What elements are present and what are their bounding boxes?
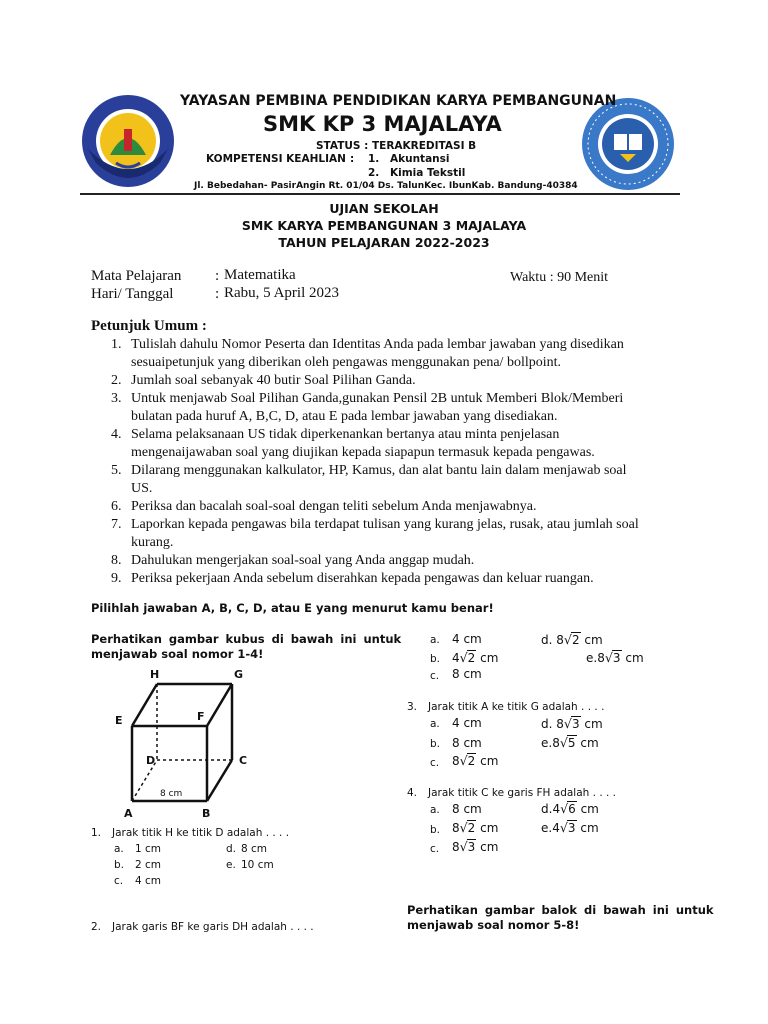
subject-value: Matematika (224, 267, 296, 283)
q2-text: Jarak garis BF ke garis DH adalah . . . . (112, 921, 314, 933)
q3-option-e[interactable]: e.8√5 cm (541, 735, 599, 750)
competence-2-no: 2. (368, 167, 380, 179)
q3-number: 3. (407, 701, 418, 713)
q3-option-c-letter: c. (430, 757, 440, 769)
q4-option-c-letter: c. (430, 843, 440, 855)
q1-option-b[interactable]: 2 cm (135, 859, 162, 871)
q2-option-c[interactable]: 8 cm (452, 667, 482, 681)
q2-option-a[interactable]: 4 cm (452, 632, 482, 646)
q4-option-b-letter: b. (430, 824, 441, 836)
q1-option-d[interactable]: 8 cm (241, 843, 268, 855)
instruction-item: 8. Dahulukan mengerjakan soal-soal yang Anda anggap mudah. (111, 553, 475, 568)
foundation-name: YAYASAN PEMBINA PENDIDIKAN KARYA PEMBANGUNAN (180, 93, 617, 109)
q3-option-b[interactable]: 8 cm (452, 736, 482, 750)
q1-option-e[interactable]: 10 cm (241, 859, 274, 871)
instruction-item: 2. Jumlah soal sebanyak 40 butir Soal Pilihan Ganda. (111, 373, 416, 388)
school-name: SMK KP 3 MAJALAYA (263, 112, 502, 136)
q1-number: 1. (91, 827, 102, 839)
cube-label-c: C (239, 754, 248, 767)
q2-option-d[interactable]: d. 8√2 cm (541, 632, 603, 647)
cube-label-h: H (150, 668, 160, 681)
q4-option-b[interactable]: 8√2 cm (452, 820, 499, 835)
competence-2: Kimia Tekstil (390, 167, 466, 179)
q2-option-a-letter: a. (430, 634, 440, 646)
q4-number: 4. (407, 787, 418, 799)
subject-label: Mata Pelajaran (91, 268, 182, 284)
cube-edge-label: 8 cm (160, 789, 183, 799)
exam-duration: Waktu : 90 Menit (510, 270, 609, 285)
balok-intro-line-1: Perhatikan gambar balok di bawah ini untuk (407, 903, 714, 917)
accreditation-status: STATUS : TERAKREDITASI B (316, 140, 477, 152)
exam-school: SMK KARYA PEMBANGUNAN 3 MAJALAYA (241, 218, 527, 233)
cube-label-f: F (197, 710, 205, 723)
q2-option-b-letter: b. (430, 653, 441, 665)
q2-option-e[interactable]: e.8√3 cm (586, 650, 644, 665)
q1-text: Jarak titik H ke titik D adalah . . . . (112, 827, 290, 839)
q3-option-a[interactable]: 4 cm (452, 716, 482, 730)
q2-option-c-letter: c. (430, 670, 440, 682)
cube-label-b: B (202, 807, 211, 820)
cube-intro-line-1: Perhatikan gambar kubus di bawah ini untuk (91, 632, 402, 646)
day-label: Hari/ Tanggal (91, 286, 174, 302)
cube-label-a: A (124, 807, 133, 820)
q1-option-a-letter: a. (114, 843, 124, 855)
q1-option-d-letter: d. (226, 843, 237, 855)
instruction-item: 7. Laporkan kepada pengawas bila terdapat tulisan yang kurang jelas, rusak, atau jumlah soal kurang. (111, 517, 639, 550)
instruction-item: 1. Tulislah dahulu Nomor Peserta dan Identitas Anda pada lembar jawaban yang disedikan sesuaipetunjuk yang diberikan oleh pengawas menggunakan pena/ bollpoint. (111, 337, 624, 370)
cube-label-g: G (234, 668, 244, 681)
choose-instruction: Pilihlah jawaban A, B, C, D, atau E yang menurut kamu benar! (91, 601, 494, 615)
q3-option-c[interactable]: 8√2 cm (452, 753, 499, 768)
exam-year: TAHUN PELAJARAN 2022-2023 (278, 235, 490, 250)
exam-title: UJIAN SEKOLAH (329, 201, 439, 216)
competence-1: Akuntansi (390, 153, 450, 165)
school-logo-left (80, 93, 176, 189)
day-colon: : (215, 286, 220, 302)
q1-option-c-letter: c. (114, 875, 124, 887)
q4-option-a-letter: a. (430, 804, 440, 816)
instruction-item: 5. Dilarang menggunakan kalkulator, HP, Kamus, dan alat bantu lain dalam menjawab soal US. (111, 463, 627, 496)
q4-option-e[interactable]: e.4√3 cm (541, 820, 599, 835)
cube-label-e: E (115, 714, 123, 727)
instruction-item: 6. Periksa dan bacalah soal-soal dengan teliti sebelum Anda menjawabnya. (111, 499, 537, 514)
cube-figure (110, 664, 260, 824)
q3-option-b-letter: b. (430, 738, 441, 750)
header-divider (80, 193, 680, 195)
q1-option-e-letter: e. (226, 859, 236, 871)
q1-option-a[interactable]: 1 cm (135, 843, 162, 855)
instructions-heading: Petunjuk Umum : (91, 318, 207, 334)
q2-option-b[interactable]: 4√2 cm (452, 650, 499, 665)
instructions-list (91, 336, 691, 588)
competence-1-no: 1. (368, 153, 380, 165)
q1-option-c[interactable]: 4 cm (135, 875, 162, 887)
school-address: Jl. Bebedahan- PasirAngin Rt. 01/04 Ds. TalunKec. IbunKab. Bandung-40384 (194, 181, 578, 191)
q3-text: Jarak titik A ke titik G adalah . . . . (428, 701, 605, 713)
cube-label-d: D (146, 754, 156, 767)
day-value: Rabu, 5 April 2023 (224, 285, 339, 301)
q2-number: 2. (91, 921, 102, 933)
competence-label: KOMPETENSI KEAHLIAN (206, 153, 346, 165)
subject-colon: : (215, 268, 220, 284)
instruction-item: 3. Untuk menjawab Soal Pilihan Ganda,gunakan Pensil 2B untuk Memberi Blok/Memberi bulatan pada huruf A, B,C, D, atau E pada lembar jawaban yang disediakan. (111, 391, 624, 424)
q3-option-d[interactable]: d. 8√3 cm (541, 716, 603, 731)
instruction-item: 4. Selama pelaksanaan US tidak diperkenankan bertanya atau minta penjelasan mengenaijawaban soal yang diujikan kepada siapapun termasuk kepada pengawas. (111, 427, 595, 460)
instruction-item: 9. Periksa pekerjaan Anda sebelum diserahkan kepada pengawas dan keluar ruangan. (111, 571, 594, 586)
balok-intro-line-2: menjawab soal nomor 5-8! (407, 918, 580, 932)
q4-text: Jarak titik C ke garis FH adalah . . . . (428, 787, 617, 799)
competence-sep: : (350, 153, 355, 165)
cube-intro-line-2: menjawab soal nomor 1-4! (91, 647, 264, 661)
q1-option-b-letter: b. (114, 859, 125, 871)
q4-option-d[interactable]: d.4√6 cm (541, 801, 599, 816)
q4-option-c[interactable]: 8√3 cm (452, 839, 499, 854)
q4-option-a[interactable]: 8 cm (452, 802, 482, 816)
q3-option-a-letter: a. (430, 718, 440, 730)
school-logo-right (580, 96, 676, 192)
